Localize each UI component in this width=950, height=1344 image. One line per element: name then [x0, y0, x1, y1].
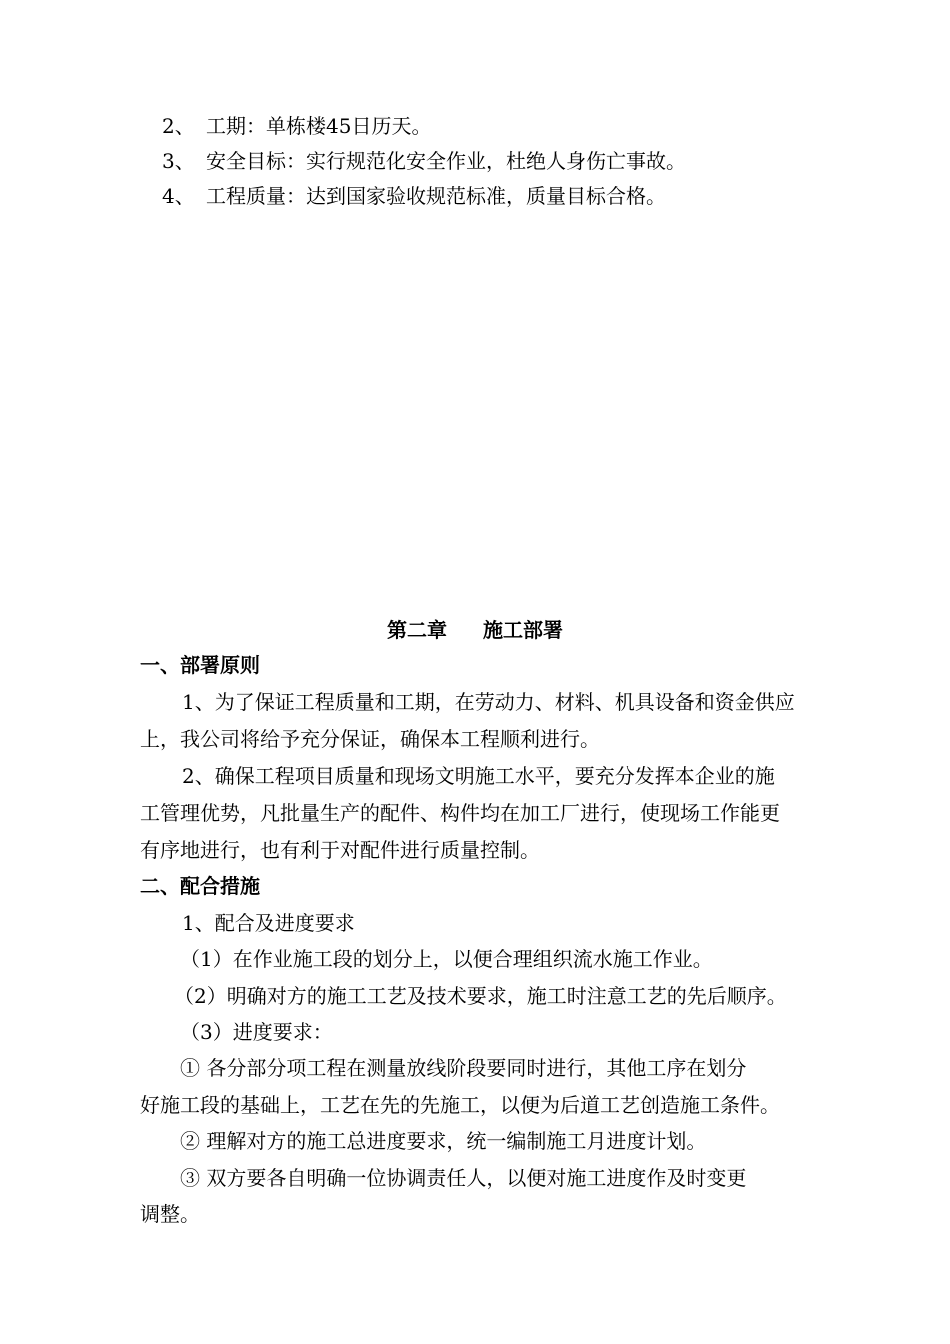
- list-item: （3）进度要求：: [180, 1020, 333, 1044]
- list-item: （2）明确对方的施工工艺及技术要求，施工时注意工艺的先后顺序。: [174, 984, 787, 1008]
- paragraph-line: ③ 双方要各自明确一位协调责任人，以便对施工进度作及时变更: [180, 1166, 747, 1190]
- subsection-title: 1、配合及进度要求: [182, 911, 355, 935]
- list-text: 工程质量：达到国家验收规范标准，质量目标合格。: [206, 184, 666, 208]
- chapter-title: [0, 617, 950, 643]
- paragraph-line: 1、为了保证工程质量和工期，在劳动力、材料、机具设备和资金供应: [182, 690, 795, 714]
- list-item: （1）在作业施工段的划分上，以便合理组织流水施工作业。: [180, 947, 713, 971]
- paragraph-line: ② 理解对方的施工总进度要求，统一编制施工月进度计划。: [180, 1129, 707, 1153]
- list-text: 安全目标：实行规范化安全作业，杜绝人身伤亡事故。: [206, 149, 686, 173]
- list-item: [162, 148, 862, 174]
- chapter-name: 施工部署: [483, 618, 563, 642]
- list-text: 工期：单栋楼45日历天。: [206, 114, 432, 138]
- paragraph-line: 工管理优势，凡批量生产的配件、构件均在加工厂进行，使现场工作能更: [140, 801, 780, 825]
- paragraph-line: 好施工段的基础上，工艺在先的先施工，以便为后道工艺创造施工条件。: [140, 1093, 780, 1117]
- paragraph-line: 2、确保工程项目质量和现场文明施工水平，要充分发挥本企业的施: [182, 764, 775, 788]
- list-item: [162, 113, 862, 139]
- chapter-number: 第二章: [387, 618, 447, 642]
- list-number: 4、: [162, 184, 195, 208]
- section-heading: 二、配合措施: [140, 874, 260, 898]
- paragraph-line: 调整。: [140, 1202, 200, 1226]
- paragraph-line: 上，我公司将给予充分保证，确保本工程顺利进行。: [140, 727, 600, 751]
- list-item: [162, 183, 862, 209]
- list-number: 3、: [162, 149, 195, 173]
- paragraph-line: 有序地进行，也有利于对配件进行质量控制。: [140, 838, 540, 862]
- list-number: 2、: [162, 114, 195, 138]
- paragraph-line: ① 各分部分项工程在测量放线阶段要同时进行，其他工序在划分: [180, 1056, 747, 1080]
- section-heading: 一、部署原则: [140, 653, 260, 677]
